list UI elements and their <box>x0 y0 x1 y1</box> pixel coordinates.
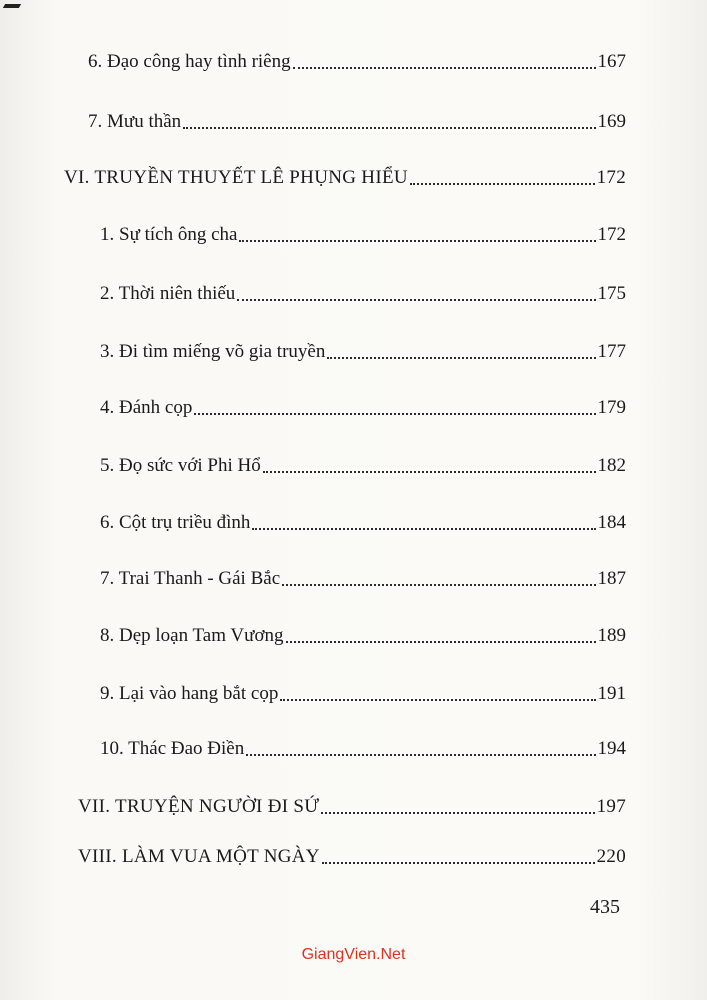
toc-section <box>78 845 626 869</box>
toc-entry <box>100 511 626 535</box>
toc-page: 179 <box>597 397 626 418</box>
toc-page: 172 <box>596 167 626 188</box>
toc-entry <box>100 454 626 478</box>
leader-dots <box>286 641 596 643</box>
toc-title: 1. Sự tích ông cha <box>100 224 238 245</box>
leader-dots <box>183 127 595 129</box>
toc-section <box>64 166 626 190</box>
toc-page: 182 <box>597 455 626 476</box>
leader-dots <box>252 528 595 530</box>
toc-entry <box>100 737 626 761</box>
leader-dots <box>239 240 595 242</box>
corner-mark <box>3 4 21 8</box>
toc-title: 3. Đi tìm miếng võ gia truyền <box>100 341 326 362</box>
toc-title: 4. Đánh cọp <box>100 397 193 418</box>
toc-title: 9. Lại vào hang bắt cọp <box>100 683 279 704</box>
toc-page: 175 <box>597 283 626 304</box>
toc-entry <box>100 340 626 364</box>
leader-dots <box>263 471 596 473</box>
toc-page: 189 <box>597 625 626 646</box>
toc-entry <box>100 223 626 247</box>
toc-page: 191 <box>597 683 626 704</box>
toc-title: 7. Trai Thanh - Gái Bắc <box>100 568 281 589</box>
leader-dots <box>282 584 595 586</box>
toc-page: 169 <box>597 111 626 132</box>
toc-entry <box>100 682 626 706</box>
watermark-text: GiangVien.Net <box>301 946 406 963</box>
leader-dots <box>321 812 594 814</box>
toc-title: VII. TRUYỆN NGƯỜI ĐI SỨ <box>78 796 320 817</box>
toc-page: 187 <box>597 568 626 589</box>
toc-page: 172 <box>597 224 626 245</box>
leader-dots <box>246 754 595 756</box>
toc-title: 10. Thác Đao Điền <box>100 738 245 759</box>
toc-title: VIII. LÀM VUA MỘT NGÀY <box>78 846 320 867</box>
leader-dots <box>237 299 595 301</box>
toc-entry <box>88 110 626 134</box>
toc-entry <box>88 50 626 74</box>
leader-dots <box>322 862 595 864</box>
toc-title: 6. Đạo công hay tình riêng <box>88 51 291 72</box>
toc-section <box>78 795 626 819</box>
toc-title: VI. TRUYỀN THUYẾT LÊ PHỤNG HIỂU <box>64 167 408 188</box>
leader-dots <box>280 699 595 701</box>
leader-dots <box>410 183 595 185</box>
toc-page: 177 <box>597 341 626 362</box>
toc-title: 5. Đọ sức với Phi Hổ <box>100 455 261 476</box>
leader-dots <box>194 413 595 415</box>
toc-page: 197 <box>596 796 626 817</box>
toc-title: 7. Mưu thần <box>88 111 182 132</box>
toc-title: 6. Cột trụ triều đình <box>100 512 251 533</box>
page-number: 435 <box>590 896 620 918</box>
toc-entry <box>100 282 626 306</box>
toc-entry <box>100 396 626 420</box>
toc-title: 8. Dẹp loạn Tam Vương <box>100 625 284 646</box>
toc-page: 194 <box>597 738 626 759</box>
leader-dots <box>327 357 595 359</box>
toc-entry <box>100 567 626 591</box>
toc-title: 2. Thời niên thiếu <box>100 283 236 304</box>
toc-entry <box>100 624 626 648</box>
toc-page: 184 <box>597 512 626 533</box>
toc-page: 167 <box>597 51 626 72</box>
toc-page: 220 <box>596 846 626 867</box>
leader-dots <box>293 67 596 69</box>
